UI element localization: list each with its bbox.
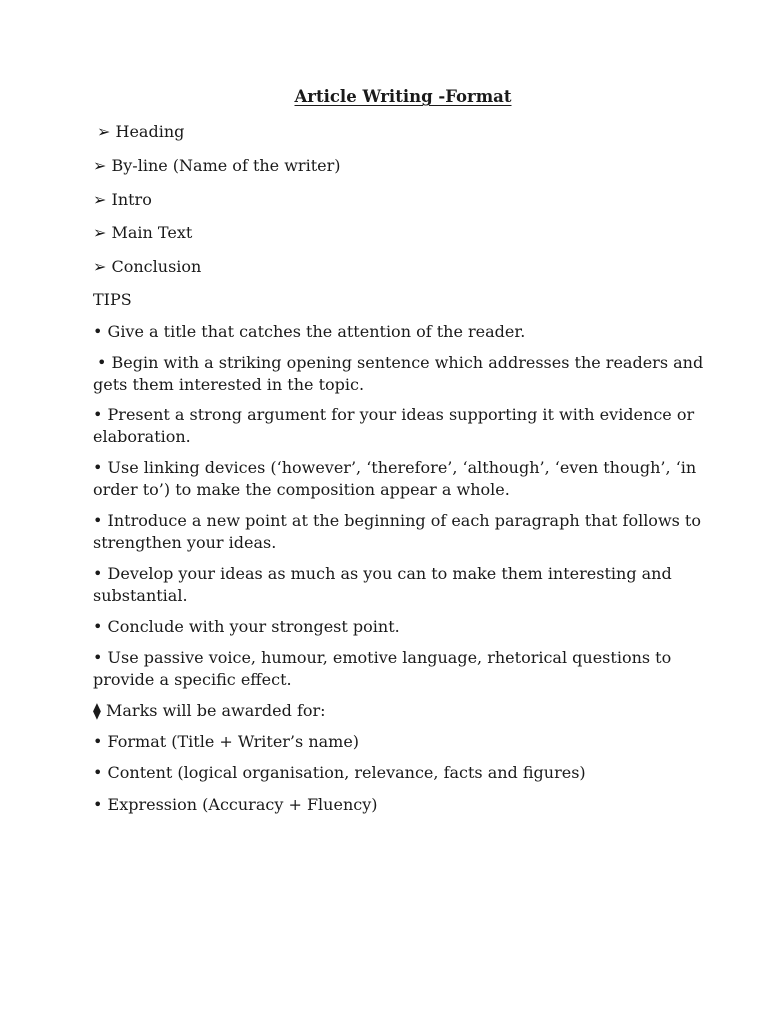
bullet-icon: • <box>93 511 103 530</box>
tip-text: Present a strong argument for your ideas supporting it with evidence or elaboration. <box>93 405 695 446</box>
tip-item <box>93 563 723 606</box>
format-item-main-text <box>93 222 723 244</box>
marks-item-text: Format (Title + Writer’s name) <box>107 732 360 751</box>
tip-item <box>93 616 723 638</box>
arrow-bullet-icon: ➢ <box>93 257 107 276</box>
marks-heading <box>93 700 723 722</box>
tip-item <box>93 352 723 395</box>
bullet-icon: • <box>93 564 103 583</box>
arrow-bullet-icon: ➢ <box>93 156 107 175</box>
bullet-icon: • <box>97 353 107 372</box>
tip-text: Conclude with your strongest point. <box>107 617 400 636</box>
arrow-bullet-icon: ➢ <box>93 190 107 209</box>
bullet-icon: • <box>93 617 103 636</box>
format-item-label: Conclusion <box>111 257 202 276</box>
bullet-icon: • <box>93 458 103 477</box>
tip-item <box>93 321 723 343</box>
tip-text: Give a title that catches the attention of the reader. <box>107 322 526 341</box>
marks-heading-text: Marks will be awarded for: <box>106 701 326 720</box>
tip-text: Introduce a new point at the beginning of each paragraph that follows to strengthen your ideas. <box>93 511 701 552</box>
format-item-heading <box>97 121 727 143</box>
tip-item <box>93 457 723 500</box>
marks-item <box>93 794 723 816</box>
format-item-byline <box>93 155 723 177</box>
format-item-label: Intro <box>111 190 152 209</box>
tips-heading: TIPS <box>93 290 132 309</box>
marks-item-text: Content (logical organisation, relevance, facts and figures) <box>107 763 586 782</box>
format-item-intro <box>93 189 723 211</box>
tip-item <box>93 404 723 447</box>
format-item-conclusion <box>93 256 723 278</box>
tip-text: Use linking devices (‘however’, ‘therefore’, ‘although’, ‘even though’, ‘in order to’) to make the composition appear a whole. <box>93 458 697 499</box>
diamond-icon: ⧫ <box>93 701 101 720</box>
bullet-icon: • <box>93 763 103 782</box>
tip-text: Use passive voice, humour, emotive language, rhetorical questions to provide a specific effect. <box>93 648 672 689</box>
arrow-bullet-icon: ➢ <box>97 122 111 141</box>
format-item-label: Main Text <box>111 223 193 242</box>
marks-item-text: Expression (Accuracy + Fluency) <box>107 795 378 814</box>
bullet-icon: • <box>93 732 103 751</box>
marks-item <box>93 762 723 784</box>
bullet-icon: • <box>93 795 103 814</box>
marks-item <box>93 731 723 753</box>
tip-text: Develop your ideas as much as you can to make them interesting and substantial. <box>93 564 672 605</box>
tip-item <box>93 647 723 690</box>
bullet-icon: • <box>93 322 103 341</box>
bullet-icon: • <box>93 405 103 424</box>
tip-text: Begin with a striking opening sentence which addresses the readers and gets them interested in the topic. <box>93 353 704 394</box>
bullet-icon: • <box>93 648 103 667</box>
arrow-bullet-icon: ➢ <box>93 223 107 242</box>
format-item-label: Heading <box>115 122 185 141</box>
page-title: Article Writing -Format <box>294 87 512 106</box>
tip-item <box>93 510 723 553</box>
format-item-label: By-line (Name of the writer) <box>111 156 341 175</box>
